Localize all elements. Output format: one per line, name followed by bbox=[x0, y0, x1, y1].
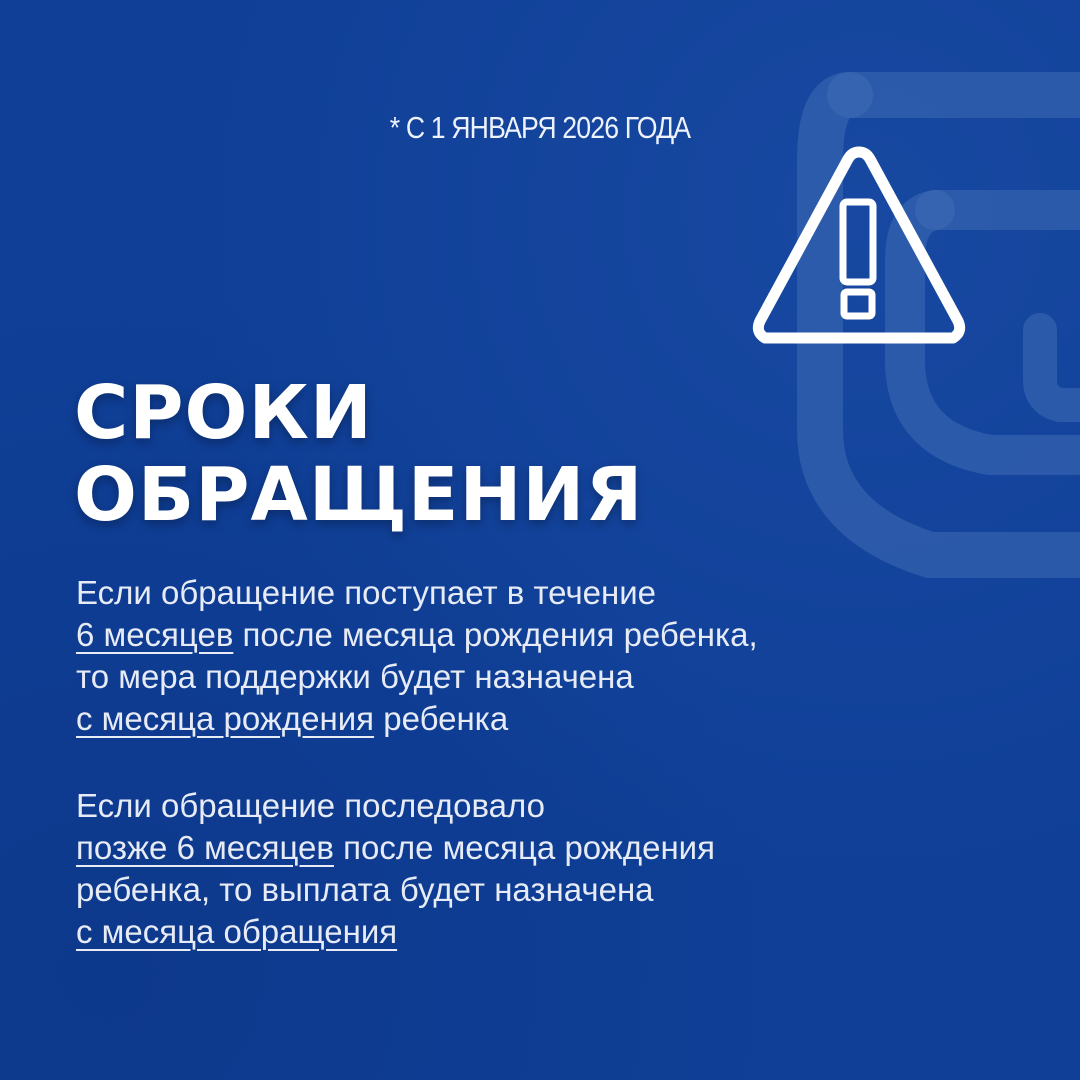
paragraph1-line-4 bbox=[76, 698, 1036, 740]
highlight-later-6-months: позже 6 месяцев bbox=[76, 829, 334, 866]
effective-date-note: * С 1 ЯНВАРЯ 2026 ГОДА bbox=[389, 110, 691, 145]
paragraph1-line-2 bbox=[76, 614, 1036, 656]
paragraph2-line-2-text: после месяца рождения bbox=[333, 829, 715, 866]
paragraph1-line-2-text: после месяца рождения ребенка, bbox=[233, 616, 758, 653]
paragraph-early-application bbox=[76, 572, 1036, 740]
page-title bbox=[74, 372, 1014, 536]
paragraph1-line-3: то мера поддержки будет назначена bbox=[76, 658, 634, 695]
paragraph2-line-4 bbox=[76, 911, 1036, 953]
highlight-6-months: 6 месяцев bbox=[76, 616, 234, 653]
paragraph2-line-2 bbox=[76, 827, 1036, 869]
paragraph1-line-1: Если обращение поступает в течение bbox=[76, 574, 656, 611]
paragraph2-line-3: ребенка, то выплата будет назначена bbox=[76, 871, 654, 908]
paragraph1-line-4-text: ребенка bbox=[374, 700, 509, 737]
highlight-from-application-month: с месяца обращения bbox=[76, 913, 398, 950]
paragraph2-line-1: Если обращение последовало bbox=[76, 787, 545, 824]
title-line-2: ОБРАЩЕНИЯ bbox=[74, 452, 644, 538]
warning-triangle-icon bbox=[748, 136, 970, 354]
paragraph-late-application bbox=[76, 785, 1036, 953]
title-line-1: СРОКИ bbox=[74, 370, 373, 456]
highlight-from-birth-month: с месяца рождения bbox=[76, 700, 375, 737]
